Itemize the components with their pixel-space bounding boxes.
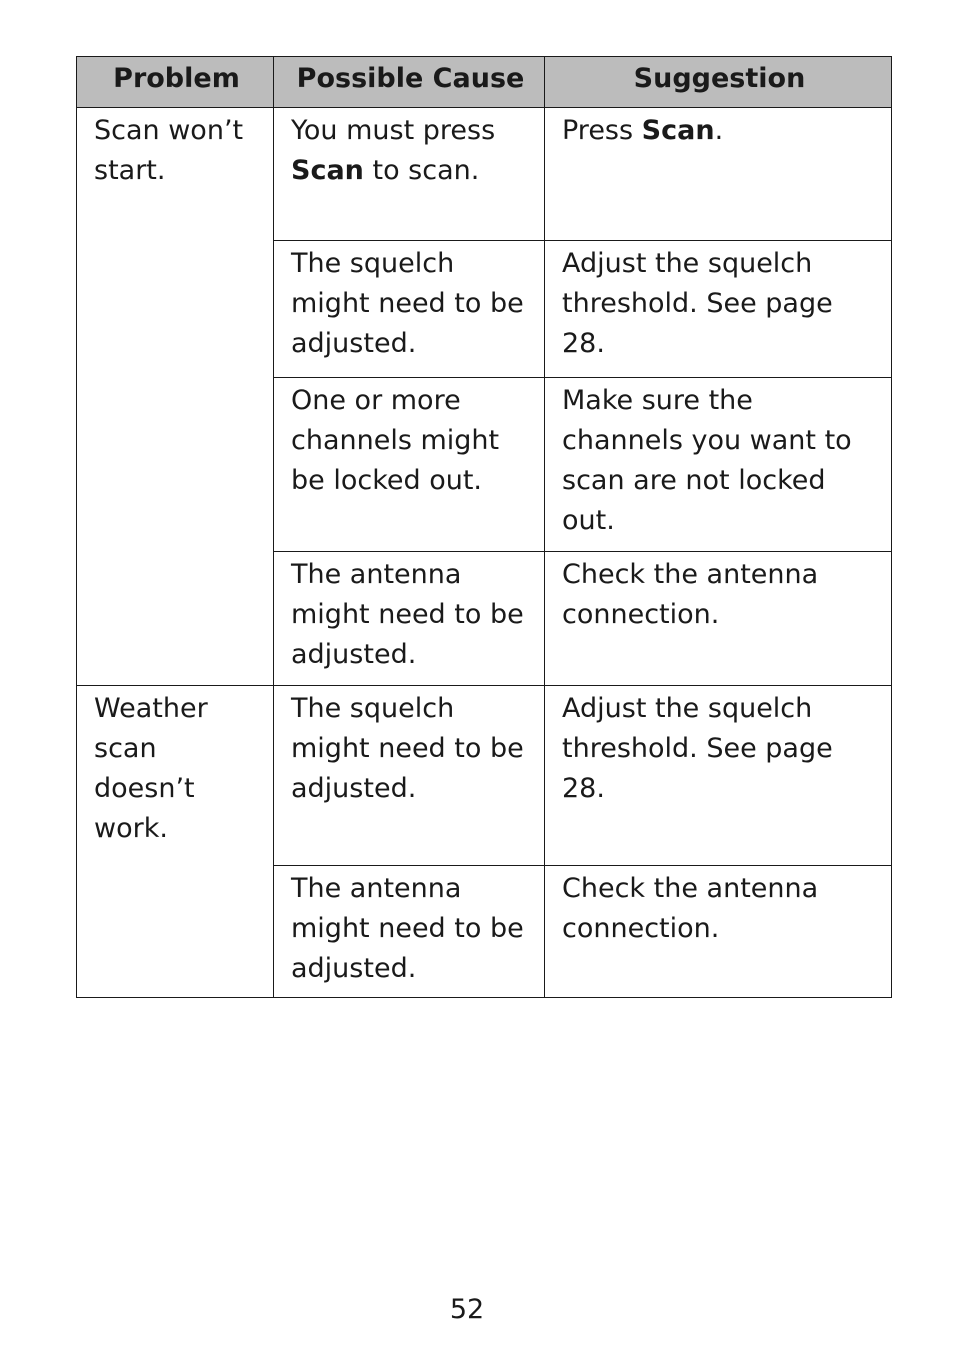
- cause-cell: The antenna might need to be adjusted.: [274, 866, 545, 998]
- problem-cell: Scan won’t start.: [77, 108, 274, 686]
- suggestion-cell: Adjust the squelch threshold. See page 28.: [545, 241, 892, 378]
- suggestion-cell: Check the antenna connection.: [545, 552, 892, 686]
- page-number: 52: [449, 1294, 485, 1325]
- header-problem: Problem: [77, 57, 274, 108]
- problem-cell: Weather scan doesn’t work.: [77, 686, 274, 998]
- suggestion-cell: Press Scan.: [545, 108, 892, 241]
- cause-cell: One or more channels might be locked out.: [274, 378, 545, 552]
- troubleshooting-table: [76, 56, 892, 998]
- suggestion-cell: Adjust the squelch threshold. See page 28.: [545, 686, 892, 866]
- header-suggestion: Suggestion: [545, 57, 892, 108]
- cause-cell: The antenna might need to be adjusted.: [274, 552, 545, 686]
- suggestion-cell: Check the antenna connection.: [545, 866, 892, 998]
- table-header-row: [77, 57, 892, 108]
- header-possible-cause: Possible Cause: [274, 57, 545, 108]
- cause-cell: You must press Scan to scan.: [274, 108, 545, 241]
- cause-cell: The squelch might need to be adjusted.: [274, 241, 545, 378]
- table-row: [77, 108, 892, 241]
- table-row: [77, 686, 892, 866]
- suggestion-cell: Make sure the channels you want to scan are not locked out.: [545, 378, 892, 552]
- cause-cell: The squelch might need to be adjusted.: [274, 686, 545, 866]
